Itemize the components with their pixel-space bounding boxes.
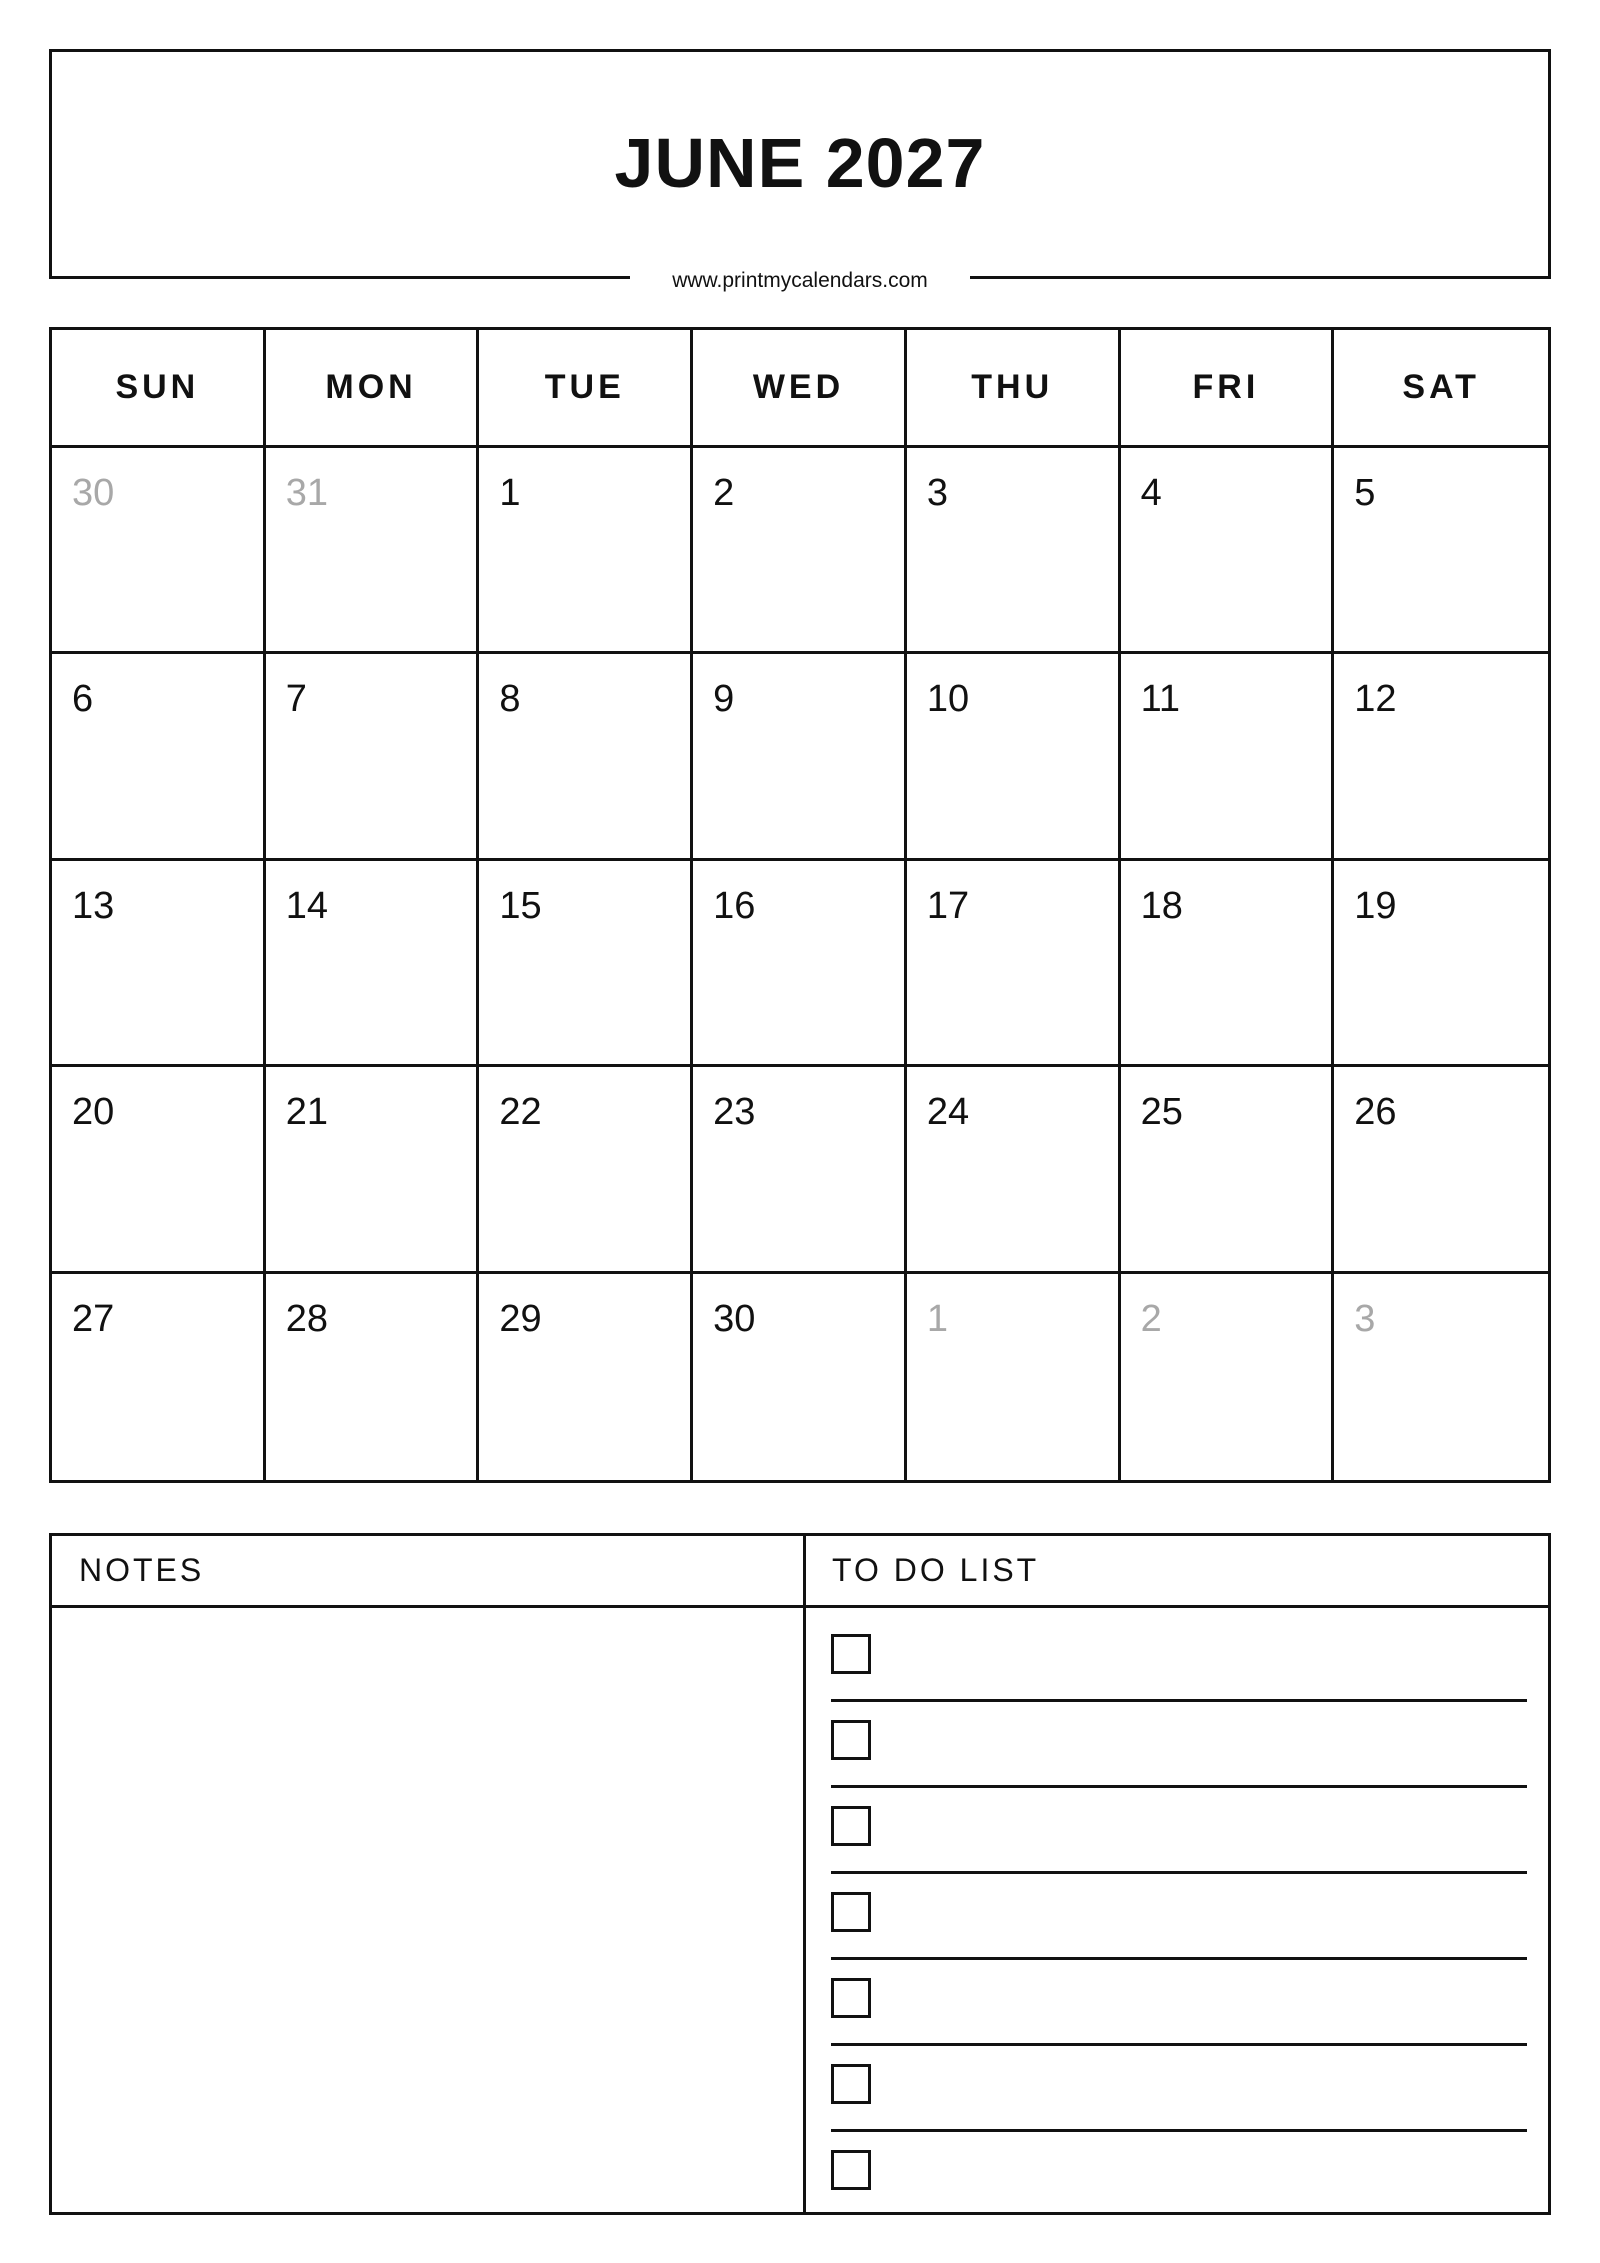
day-number: 7 [285, 678, 307, 721]
day-number: 24 [926, 1091, 970, 1134]
day-cell [693, 654, 907, 860]
todo-item [831, 1892, 1527, 1978]
day-number: 1 [499, 472, 521, 514]
weekday-header-thu: THU [907, 330, 1121, 448]
day-number: 10 [926, 678, 970, 721]
day-cell [52, 1274, 266, 1480]
day-number: 8 [499, 678, 521, 721]
day-cell [1334, 654, 1548, 860]
day-cell [266, 654, 480, 860]
checkbox-icon [831, 1806, 871, 1846]
day-number: 15 [499, 884, 542, 927]
day-number: 20 [72, 1091, 115, 1134]
checkbox-icon [831, 2150, 871, 2190]
day-cell [1121, 654, 1335, 860]
day-cell [479, 654, 693, 860]
day-number: 5 [1354, 472, 1376, 514]
checkbox-icon [831, 1720, 871, 1760]
day-number: 16 [713, 884, 756, 927]
day-cell-outside-month [1121, 1274, 1335, 1480]
day-cell [1121, 861, 1335, 1067]
day-number: 9 [713, 678, 735, 721]
page-title: JUNE 2027 [614, 124, 986, 202]
day-number: 6 [72, 678, 94, 721]
todo-write-line [831, 1699, 1527, 1702]
day-number: 17 [926, 884, 970, 927]
day-number: 28 [285, 1297, 328, 1340]
day-number: 27 [72, 1297, 115, 1340]
day-cell [266, 861, 480, 1067]
day-number: 12 [1354, 678, 1397, 721]
day-cell-outside-month [52, 448, 266, 654]
day-number: 18 [1140, 884, 1183, 927]
day-number: 3 [926, 472, 948, 514]
day-number: 25 [1140, 1091, 1183, 1134]
checkbox-icon [831, 1892, 871, 1932]
todo-write-line [831, 2043, 1527, 2046]
header-box [49, 49, 1551, 279]
day-cell [479, 448, 693, 654]
notes-todo-box [49, 1533, 1551, 2215]
weekday-header-fri: FRI [1121, 330, 1335, 448]
day-cell [1334, 861, 1548, 1067]
day-cell [52, 654, 266, 860]
notes-label: NOTES [79, 1552, 205, 1588]
day-cell [479, 861, 693, 1067]
day-number: 31 [285, 472, 328, 514]
column-divider [803, 1536, 806, 2212]
weekday-header-sun: SUN [52, 330, 266, 448]
day-cell [693, 448, 907, 654]
day-cell-outside-month [907, 1274, 1121, 1480]
day-number: 30 [72, 472, 115, 514]
day-number: 13 [72, 884, 115, 927]
day-cell [479, 1067, 693, 1273]
day-number: 14 [285, 884, 328, 927]
todo-item [831, 1634, 1527, 1720]
day-cell [907, 448, 1121, 654]
day-cell [693, 1067, 907, 1273]
day-cell [52, 1067, 266, 1273]
todo-item [831, 1978, 1527, 2064]
day-number: 29 [499, 1297, 542, 1340]
day-cell-outside-month [266, 448, 480, 654]
checkbox-icon [831, 1978, 871, 2018]
day-number: 11 [1140, 678, 1181, 721]
day-number: 2 [1140, 1297, 1162, 1340]
todo-list [831, 1634, 1527, 2236]
todo-item [831, 1806, 1527, 1892]
day-cell [266, 1274, 480, 1480]
weekday-header-tue: TUE [479, 330, 693, 448]
todo-item [831, 1720, 1527, 1806]
day-cell [1334, 448, 1548, 654]
todo-write-line [831, 2129, 1527, 2132]
day-number: 3 [1354, 1297, 1376, 1340]
website-url: www.printmycalendars.com [630, 266, 970, 296]
day-cell [1334, 1067, 1548, 1273]
day-number: 2 [713, 472, 735, 514]
checkbox-icon [831, 1634, 871, 1674]
day-cell-outside-month [1334, 1274, 1548, 1480]
day-cell [479, 1274, 693, 1480]
day-cell [1121, 1067, 1335, 1273]
weekday-header-wed: WED [693, 330, 907, 448]
weekday-header-mon: MON [266, 330, 480, 448]
day-number: 23 [713, 1091, 756, 1134]
day-number: 26 [1354, 1091, 1397, 1134]
day-number: 19 [1354, 884, 1397, 927]
todo-write-line [831, 1957, 1527, 1960]
calendar-grid [49, 327, 1551, 1483]
day-number: 21 [285, 1091, 328, 1134]
day-number: 22 [499, 1091, 542, 1134]
day-number: 30 [713, 1297, 756, 1340]
header-divider [52, 1605, 1548, 1608]
day-cell [266, 1067, 480, 1273]
day-cell [907, 654, 1121, 860]
day-cell [907, 1067, 1121, 1273]
day-cell [693, 861, 907, 1067]
checkbox-icon [831, 2064, 871, 2104]
day-cell [1121, 448, 1335, 654]
todo-write-line [831, 1871, 1527, 1874]
day-number: 1 [926, 1297, 948, 1340]
todo-item [831, 2064, 1527, 2150]
day-cell [907, 861, 1121, 1067]
todo-label: TO DO LIST [832, 1552, 1040, 1588]
todo-item [831, 2150, 1527, 2236]
day-cell [52, 861, 266, 1067]
day-cell [693, 1274, 907, 1480]
todo-write-line [831, 1785, 1527, 1788]
day-number: 4 [1140, 472, 1162, 514]
weekday-header-sat: SAT [1334, 330, 1548, 448]
